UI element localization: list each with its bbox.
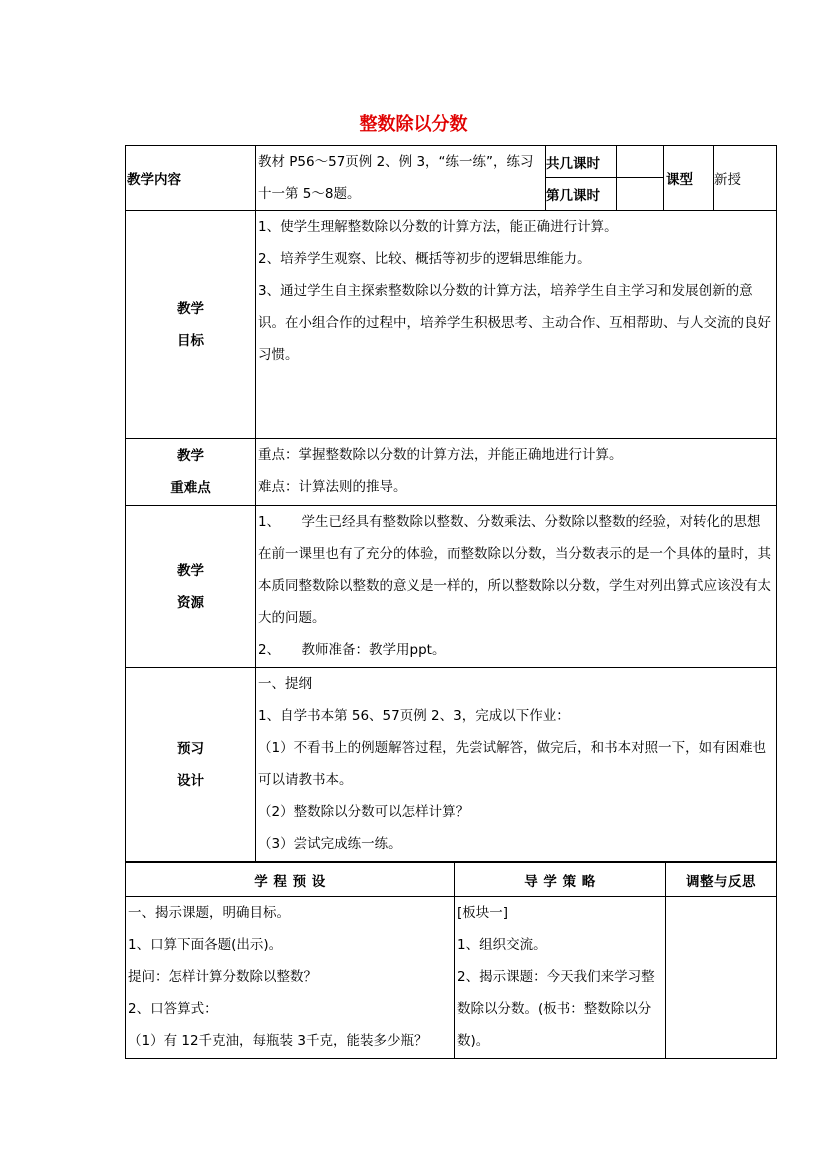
process-header-reflection: 调整与反思 — [666, 863, 777, 897]
key-points-content — [256, 439, 777, 506]
plan-item: 提问：怎样计算分数除以整数？ — [128, 969, 317, 985]
preview-item: 一、提纲 — [258, 676, 312, 692]
plan-item: （1）有 12千克油，每瓶装 3千克，能装多少瓶？ — [128, 1033, 428, 1049]
key-point-item: 重点：掌握整数除以分数的计算方法，并能正确地进行计算。 — [258, 447, 623, 463]
lesson-type-value: 新授 — [714, 146, 777, 211]
process-header-plan: 学 程 预 设 — [126, 863, 455, 897]
lesson-type-label: 课型 — [664, 146, 714, 211]
resource-item: 1、 学生已经具有整数除以整数、分数乘法、分数除以整数的经验，对转化的思想在前一课里也有了充分的体验，而整数除以分数，当分数表示的是一个具体的量时，其本质同整数除以整数的意义是一样的，所以整数除以分数，学生对列出算式应该没有太大的问题。 — [258, 514, 771, 626]
strategy-item: 2、揭示课题：今天我们来学习整数除以分数。(板书：整数除以分数)。 — [457, 969, 655, 1049]
goal-item: 1、使学生理解整数除以分数的计算方法，能正确进行计算。 — [258, 219, 618, 235]
resource-item: 2、 教师准备：教学用ppt。 — [258, 642, 446, 658]
process-strategy-content — [455, 897, 666, 1059]
key-points-label: 教学 重难点 — [126, 439, 256, 506]
preview-label: 预习 设计 — [126, 668, 256, 862]
preview-item: （1）不看书上的例题解答过程，先尝试解答，做完后，和书本对照一下，如有困难也可以请教书本。 — [258, 740, 767, 788]
strategy-item: [板块一] — [457, 905, 509, 921]
lesson-number-label: 第几课时 — [546, 178, 617, 211]
total-lessons-value — [617, 146, 664, 178]
process-reflection-content — [666, 897, 777, 1059]
plan-item: 一、揭示课题，明确目标。 — [128, 905, 290, 921]
goal-item: 3、通过学生自主探索整数除以分数的计算方法，培养学生自主学习和发展创新的意识。在小组合作的过程中，培养学生积极思考、主动合作、互相帮助、与人交流的良好习惯。 — [258, 283, 771, 363]
content-text: 教材 P56～57页例 2、例 3，“练一练”，练习十一第 5～8题。 — [258, 154, 534, 202]
preview-content — [256, 668, 777, 862]
document-title: 整数除以分数 — [359, 114, 468, 135]
process-plan-content — [126, 897, 455, 1059]
content-label: 教学内容 — [126, 146, 256, 211]
strategy-item: 1、组织交流。 — [457, 937, 547, 953]
resources-content — [256, 506, 777, 668]
resources-label: 教学 资源 — [126, 506, 256, 668]
content-text-cell — [256, 146, 546, 211]
plan-item: 1、口算下面各题(出示)。 — [128, 937, 283, 953]
plan-item: 2、口答算式： — [128, 1001, 218, 1017]
key-point-item: 难点：计算法则的推导。 — [258, 479, 407, 495]
preview-item: （3）尝试完成练一练。 — [258, 836, 402, 852]
preview-item: 1、自学书本第 56、57页例 2、3，完成以下作业： — [258, 708, 570, 724]
goals-label: 教学 目标 — [126, 211, 256, 439]
process-table — [125, 862, 777, 1059]
goal-item: 2、培养学生观察、比较、概括等初步的逻辑思维能力。 — [258, 251, 591, 267]
process-header-strategy: 导 学 策 略 — [455, 863, 666, 897]
preview-item: （2）整数除以分数可以怎样计算？ — [258, 804, 470, 820]
goals-content — [256, 211, 777, 439]
lesson-number-value — [617, 178, 664, 211]
total-lessons-label: 共几课时 — [546, 146, 617, 178]
lesson-plan-table — [125, 145, 777, 862]
